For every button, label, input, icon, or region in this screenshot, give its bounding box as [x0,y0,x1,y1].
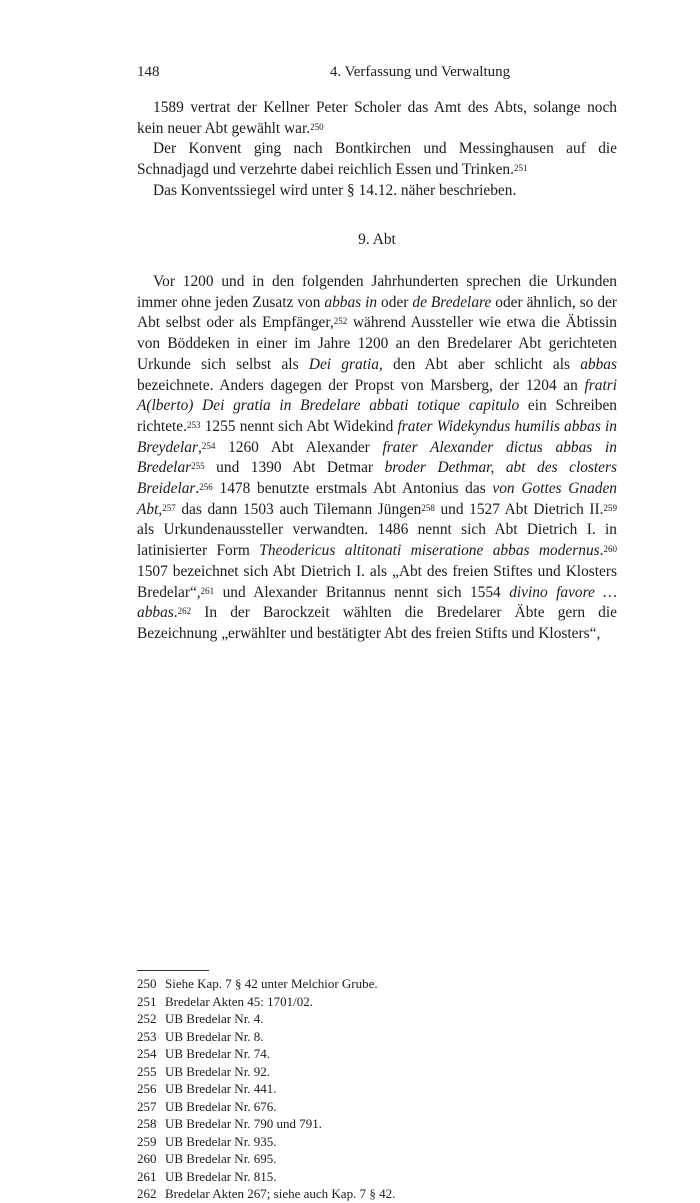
footnote [137,1063,617,1081]
footnote-text: UB Bredelar Nr. 8. [165,1028,264,1044]
footnote-ref: 251 [513,163,528,174]
footnote [137,1045,617,1063]
footnote-ref: 260 [603,544,617,555]
footnote-number: 260 [137,1151,157,1166]
footnote-ref: 258 [421,502,435,513]
footnote [137,1028,617,1046]
latin-phrase: broder Dethmar, abt des closters Breidelar [137,459,617,498]
footnote-text: UB Bredelar Nr. 676. [165,1098,277,1114]
footnote-number: 262 [137,1186,157,1201]
latin-phrase: abbas [580,355,617,373]
footnote-rule [137,970,209,971]
latin-phrase: von Gottes Gnaden Abt [137,480,617,518]
intro-paragraph: Das Konventssiegel wird unter § 14.12. näher beschrieben. [153,181,517,199]
intro-paragraph-text: 1589 vertrat der Kellner Peter Scholer das Amt des Abts, solange noch kein neuer Abt gewählt war. [137,99,617,137]
text-run: 1507 bezeichnet sich Abt Dietrich I. als „Abt des freien Stiftes und Klosters Bredelar“, [137,562,617,601]
text-run: oder ähnlich, so der Abt selbst oder als Empfänger, [137,293,617,332]
text-run: als Urkundenaussteller verwandten. 1486 nennt sich Abt Dietrich I. in latinisierter Form [137,521,617,560]
footnote-ref: 250 [310,121,324,132]
footnote [137,1168,617,1186]
footnote-ref: 253 [187,419,201,430]
footnote [137,1150,617,1168]
text-run: 1478 benutzte erstmals Abt Antonius das [212,480,493,498]
footnote-ref: 256 [199,482,213,493]
footnote-text: UB Bredelar Nr. 4. [165,1011,264,1026]
footnote [137,1115,617,1133]
footnote-text: Bredelar Akten 45: 1701/02. [165,993,314,1009]
footnote-text: UB Bredelar Nr. 695. [165,1151,277,1166]
footnote [137,1080,617,1098]
text-run: . [173,604,178,622]
footnote-ref: 259 [603,502,617,513]
text-run: , [197,438,202,456]
main-text [137,272,617,645]
footnote-text: UB Bredelar Nr. 790 und 791. [165,1116,323,1131]
page-number: 148 [137,64,160,80]
text-run: , [158,500,163,518]
footnote-number: 250 [137,976,157,991]
footnote-number: 253 [137,1028,157,1044]
running-head: 4. Verfassung und Verwaltung [329,64,511,80]
footnote [137,975,617,993]
footnote-number: 258 [137,1116,157,1131]
text-run: . [195,480,200,498]
footnote-text: UB Bredelar Nr. 815. [165,1168,277,1184]
footnote-number: 255 [137,1063,157,1079]
main-paragraph [137,272,617,645]
text-run: In der Barockzeit wählten die Bredelarer Äbte gern die Bezeichnung „erwählter und bestätigter Abt des freien Stifts und Klosters“, [137,604,617,642]
latin-phrase: de Bredelare [412,293,492,311]
text-run: bezeichnete. Anders dagegen der Propst von Marsberg, der 1204 an [137,376,585,394]
footnote-ref: 261 [200,585,215,596]
latin-phrase: Theodericus altitonati miseratione abbas modernus [259,542,600,560]
text-run: und 1527 Abt Dietrich II. [434,500,604,518]
footnote-text: Siehe Kap. 7 § 42 unter Melchior Grube. [165,976,378,991]
footnote-ref: 254 [201,440,216,451]
footnote-ref: 255 [191,461,205,472]
footnote-ref: 262 [177,606,192,617]
intro-paragraph-text: Der Konvent ging nach Bontkirchen und Messinghausen auf die Schnadjagd und verzehrte dabei reichlich Essen und Trinken. [137,140,617,179]
latin-phrase: fratri A(lberto) Dei gratia in Bredelare abbati totique capitulo [137,376,617,415]
footnote-text: UB Bredelar Nr. 441. [165,1081,277,1096]
footnote-ref: 252 [333,316,348,327]
text-run: . [599,542,604,560]
footnote-text: UB Bredelar Nr. 74. [165,1046,271,1061]
footnote-number: 259 [137,1133,157,1149]
footnotes [137,975,617,1203]
latin-phrase: frater Alexander dictus abbas in Bredelar [137,438,617,477]
intro-paragraph [137,98,617,139]
text-run: das dann 1503 auch Tilemann Jüngen [175,500,422,518]
footnote-text: Bredelar Akten 267; siehe auch Kap. 7 § 42. [165,1186,396,1201]
footnote-number: 252 [137,1011,157,1026]
footnote-number: 254 [137,1046,157,1061]
intro-paragraph [137,139,617,180]
footnote-number: 251 [137,993,157,1009]
text-run: 1260 Abt Alexander [215,438,383,456]
footnote-number: 256 [137,1081,157,1096]
latin-phrase: Dei gratia [308,355,379,373]
text-run: 1255 nennt sich Abt Widekind [200,417,398,435]
text-run: während Aussteller wie etwa die Äbtissin von Böddeken in einer im Jahre 1200 an den Bredelarer Abt gerichteten Urkunde sich selbst als [137,314,617,373]
footnote [137,1185,617,1203]
footnote-number: 257 [137,1098,157,1114]
footnote [137,993,617,1011]
text-run: ein Schreiben richtete. [137,397,617,435]
footnote-ref: 257 [162,502,176,513]
latin-phrase: divino favore … abbas [137,583,617,622]
footnote-number: 261 [137,1168,157,1184]
footnote [137,1133,617,1151]
text-run: oder [377,293,413,311]
latin-phrase: frater Widekyndus humilis abbas in Breydelar [137,417,617,456]
footnote [137,1098,617,1116]
footnote-text: UB Bredelar Nr. 92. [165,1063,271,1079]
footnote [137,1010,617,1028]
section-heading: 9. Abt [358,231,396,248]
latin-phrase: abbas in [324,293,378,311]
text-run: und 1390 Abt Detmar [204,459,385,477]
text-run: und Alexander Britannus nennt sich 1554 [214,583,510,601]
text-run: Vor 1200 und in den folgenden Jahrhunderten sprechen die Urkunden immer ohne jeden Zusatz von [137,273,617,311]
footnote-text: UB Bredelar Nr. 935. [165,1133,277,1149]
text-run: , den Abt aber schlicht als [378,355,581,373]
intro-text [137,98,617,202]
